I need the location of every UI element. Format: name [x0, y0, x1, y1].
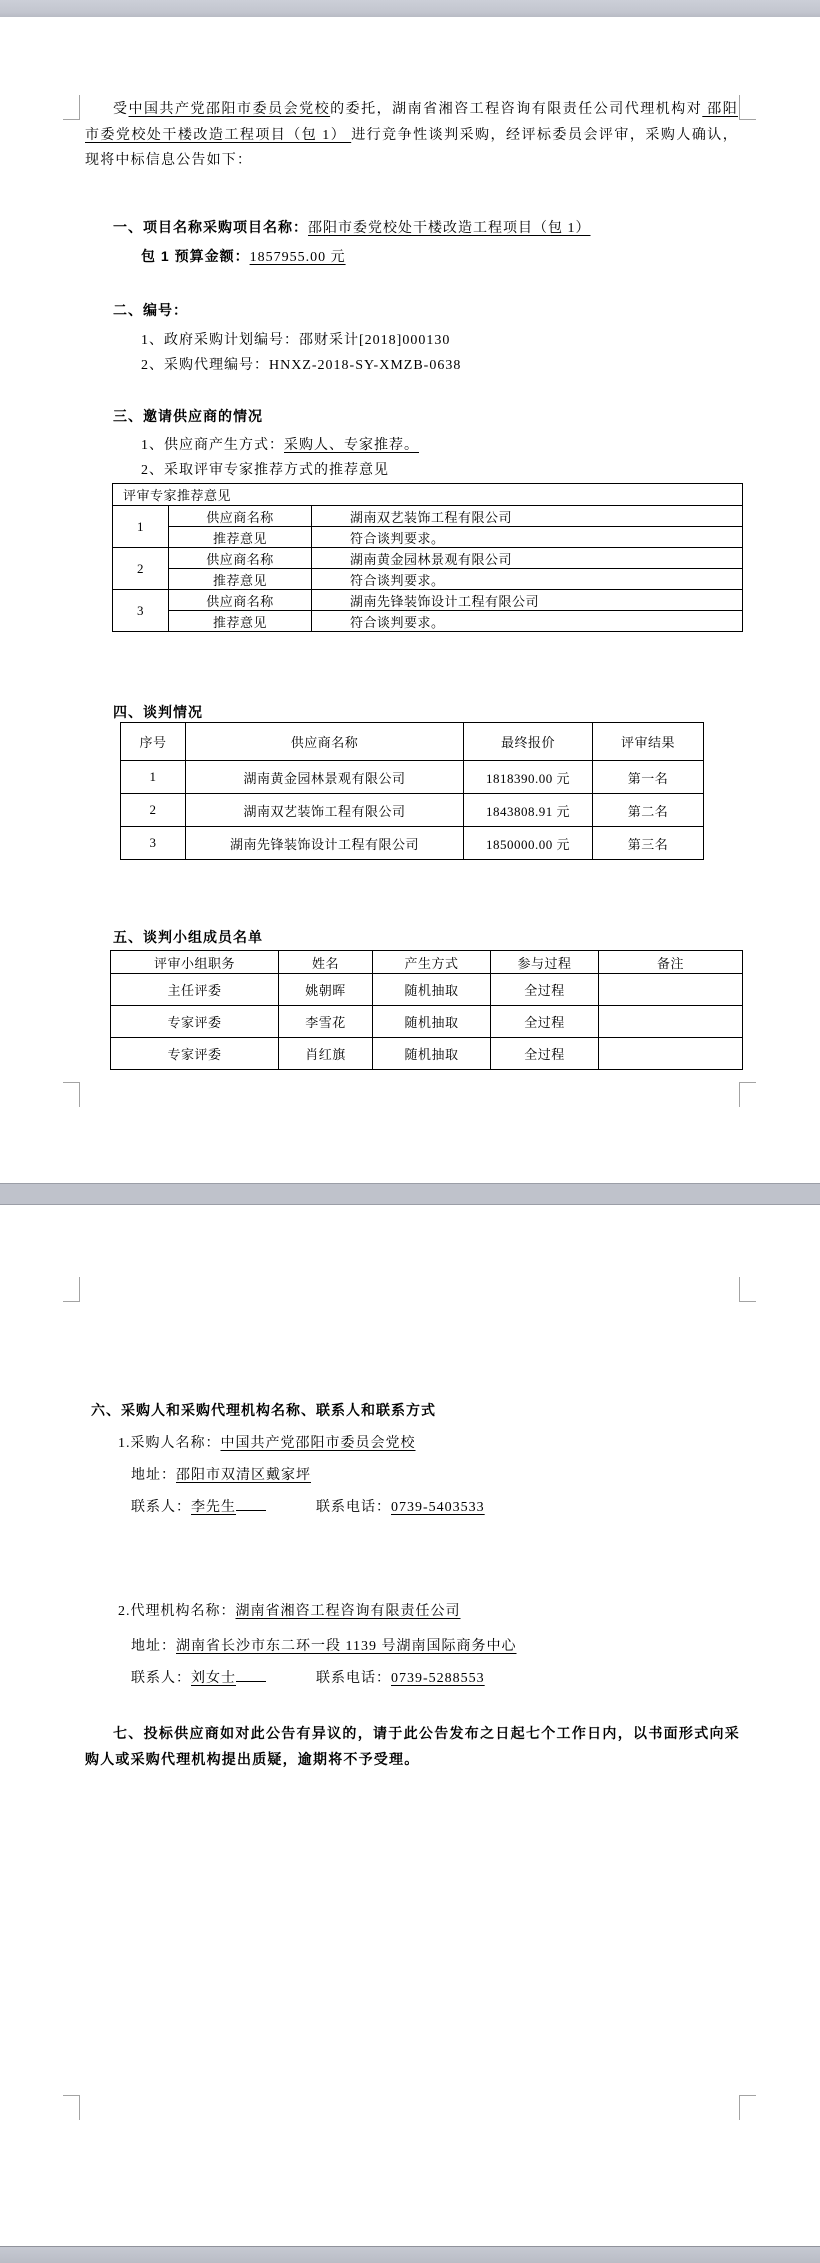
section7-paragraph: 七、投标供应商如对此公告有异议的，请于此公告发布之日起七个工作日内，以书面形式向采购人或采购代理机构提出质疑，逾期将不予受理。 — [85, 1727, 740, 1768]
name-cell: 肖红旗 — [279, 1038, 373, 1070]
section2-heading: 二、编号： — [113, 302, 188, 318]
agency-phone-value: 0739-5288553 — [391, 1671, 485, 1686]
section3-heading: 三、邀请供应商的情况 — [113, 408, 263, 424]
header-cell: 序号 — [121, 723, 186, 761]
viewer-top-edge — [0, 0, 820, 18]
table-row — [111, 1038, 743, 1070]
intro-seg1: 受 — [113, 102, 129, 117]
name-cell: 姚朝晖 — [279, 974, 373, 1006]
opinion-label-cell: 推荐意见 — [169, 611, 312, 632]
plan-number-label: 1、政府采购计划编号： — [141, 333, 299, 348]
name-cell: 李雪花 — [279, 1006, 373, 1038]
role-cell: 专家评委 — [111, 1006, 279, 1038]
agency-contact-label: 联系人： — [131, 1671, 191, 1686]
table-row — [121, 827, 704, 860]
header-cell: 评审小组职务 — [111, 951, 279, 974]
section1-heading — [113, 217, 591, 237]
agency-address-label: 地址： — [131, 1639, 176, 1654]
table-header-row — [121, 723, 704, 761]
document-page-1 — [0, 17, 820, 1183]
buyer-address-value: 邵阳市双清区戴家坪 — [176, 1468, 311, 1483]
buyer-name-value: 中国共产党邵阳市委员会党校 — [220, 1436, 416, 1451]
table-header-row — [111, 951, 743, 974]
table-row — [113, 611, 743, 632]
selection-method-cell: 随机抽取 — [373, 974, 491, 1006]
buyer-address-line — [131, 1464, 311, 1484]
section1-label: 一、项目名称采购项目名称： — [113, 219, 308, 235]
section5-heading: 五、谈判小组成员名单 — [113, 929, 263, 945]
table-row — [113, 590, 743, 611]
selection-method-cell: 随机抽取 — [373, 1006, 491, 1038]
header-cell: 参与过程 — [491, 951, 599, 974]
final-price-cell: 1850000.00 元 — [464, 827, 593, 860]
buyer-contact-label: 联系人： — [131, 1500, 191, 1515]
agency-number-value: HNXZ-2018-SY-XMZB-0638 — [269, 358, 462, 373]
supplier-source-label: 1、供应商产生方式： — [141, 438, 284, 453]
underline-extension — [236, 1496, 266, 1511]
supplier-source-value: 采购人、专家推荐。 — [284, 438, 419, 453]
section6-heading: 六、采购人和采购代理机构名称、联系人和联系方式 — [91, 1402, 436, 1418]
buyer-phone-group — [316, 1500, 485, 1515]
buyer-name-label: 1.采购人名称： — [118, 1436, 221, 1451]
rank-no-cell: 3 — [121, 827, 186, 860]
supplier-name-label-cell: 供应商名称 — [169, 590, 312, 611]
agency-name-value: 湖南省湘咨工程咨询有限责任公司 — [235, 1604, 461, 1619]
underline-extension — [236, 1667, 266, 1682]
supplier-name-cell: 湖南黄金园林景观有限公司 — [312, 548, 743, 569]
supplier-name-cell: 湖南先锋装饰设计工程有限公司 — [312, 590, 743, 611]
plan-number-line — [141, 329, 450, 349]
intro-seg2: 的委托，湖南省湘咨工程咨询有限责任公司代理机构对 — [330, 102, 703, 117]
remark-cell — [599, 1006, 743, 1038]
agency-address-line — [131, 1635, 516, 1655]
agency-contact-value: 刘女士 — [191, 1671, 236, 1686]
expert-recommendation-table — [112, 483, 743, 632]
intro-buyer-underlined: 中国共产党邵阳市委员会党校 — [128, 102, 331, 117]
plan-number-value: 邵财采计[2018]000130 — [299, 333, 451, 348]
agency-contact-line — [131, 1667, 485, 1687]
table-caption: 评审专家推荐意见 — [113, 484, 743, 506]
review-result-cell: 第一名 — [593, 761, 704, 794]
row-index-cell: 1 — [113, 506, 169, 548]
opinion-cell: 符合谈判要求。 — [312, 527, 743, 548]
supplier-source-line — [141, 434, 419, 454]
table-caption-row — [113, 484, 743, 506]
buyer-phone-label: 联系电话： — [316, 1500, 391, 1515]
agency-address-value: 湖南省长沙市东二环一段 1139 号湖南国际商务中心 — [176, 1639, 517, 1654]
agency-name-label: 2.代理机构名称： — [118, 1604, 236, 1619]
section4-heading: 四、谈判情况 — [113, 704, 203, 720]
crop-mark-bottom-right — [739, 1082, 756, 1107]
header-cell: 产生方式 — [373, 951, 491, 974]
negotiation-result-table — [120, 722, 704, 860]
buyer-contact-value: 李先生 — [191, 1500, 236, 1515]
crop-mark-bottom-right — [739, 2095, 756, 2120]
table-row — [111, 974, 743, 1006]
recommendation-note-line: 2、采取评审专家推荐方式的推荐意见 — [141, 463, 389, 478]
table-row — [121, 794, 704, 827]
buyer-address-label: 地址： — [131, 1468, 176, 1483]
review-result-cell: 第二名 — [593, 794, 704, 827]
agency-number-line — [141, 354, 461, 374]
section1-project-name: 邵阳市委党校处干楼改造工程项目（包 1） — [308, 221, 591, 236]
panel-members-table — [110, 950, 743, 1070]
crop-mark-bottom-left — [63, 1082, 80, 1107]
opinion-label-cell: 推荐意见 — [169, 569, 312, 590]
budget-value: 1857955.00 元 — [249, 250, 346, 265]
remark-cell — [599, 974, 743, 1006]
table-row — [113, 506, 743, 527]
role-cell: 主任评委 — [111, 974, 279, 1006]
agency-number-label: 2、采购代理编号： — [141, 358, 269, 373]
role-cell: 专家评委 — [111, 1038, 279, 1070]
participation-cell: 全过程 — [491, 1006, 599, 1038]
budget-line — [141, 246, 346, 266]
crop-mark-bottom-left — [63, 2095, 80, 2120]
intro-seg3: 进行竞争性谈判采购，经评标委员会评审，采购人确认，现将中标信息公告如下： — [85, 127, 738, 168]
row-index-cell: 2 — [113, 548, 169, 590]
viewer-bottom-edge — [0, 2246, 820, 2263]
header-cell: 姓名 — [279, 951, 373, 974]
final-price-cell: 1843808.91 元 — [464, 794, 593, 827]
selection-method-cell: 随机抽取 — [373, 1038, 491, 1070]
opinion-cell: 符合谈判要求。 — [312, 611, 743, 632]
table-row — [121, 761, 704, 794]
rank-no-cell: 2 — [121, 794, 186, 827]
crop-mark-top-left — [63, 1277, 80, 1302]
row-index-cell: 3 — [113, 590, 169, 632]
intro-paragraph — [85, 97, 738, 174]
header-cell: 供应商名称 — [186, 723, 464, 761]
agency-phone-group — [316, 1671, 485, 1686]
agency-phone-label: 联系电话： — [316, 1671, 391, 1686]
buyer-contact-line — [131, 1496, 485, 1516]
final-price-cell: 1818390.00 元 — [464, 761, 593, 794]
participation-cell: 全过程 — [491, 1038, 599, 1070]
review-result-cell: 第三名 — [593, 827, 704, 860]
supplier-name-cell: 湖南黄金园林景观有限公司 — [186, 761, 464, 794]
opinion-label-cell: 推荐意见 — [169, 527, 312, 548]
agency-name-line — [118, 1600, 461, 1620]
header-cell: 评审结果 — [593, 723, 704, 761]
crop-mark-top-left — [63, 95, 80, 120]
supplier-name-label-cell: 供应商名称 — [169, 548, 312, 569]
page-gap — [0, 1183, 820, 1205]
participation-cell: 全过程 — [491, 974, 599, 1006]
table-row — [113, 527, 743, 548]
table-row — [111, 1006, 743, 1038]
header-cell: 最终报价 — [464, 723, 593, 761]
buyer-name-line — [118, 1432, 416, 1452]
supplier-name-label-cell: 供应商名称 — [169, 506, 312, 527]
supplier-name-cell: 湖南双艺装饰工程有限公司 — [186, 794, 464, 827]
header-cell: 备注 — [599, 951, 743, 974]
supplier-name-cell: 湖南先锋装饰设计工程有限公司 — [186, 827, 464, 860]
intro-project-underlined: 邵阳市委党校处干楼改造工程项目（包 1） — [85, 102, 738, 143]
table-row — [113, 569, 743, 590]
opinion-cell: 符合谈判要求。 — [312, 569, 743, 590]
supplier-name-cell: 湖南双艺装饰工程有限公司 — [312, 506, 743, 527]
crop-mark-top-right — [739, 1277, 756, 1302]
crop-mark-top-right — [739, 95, 756, 120]
document-page-2 — [0, 1205, 820, 2246]
rank-no-cell: 1 — [121, 761, 186, 794]
remark-cell — [599, 1038, 743, 1070]
budget-label: 包 1 预算金额： — [141, 248, 250, 264]
table-row — [113, 548, 743, 569]
buyer-phone-value: 0739-5403533 — [391, 1500, 485, 1515]
